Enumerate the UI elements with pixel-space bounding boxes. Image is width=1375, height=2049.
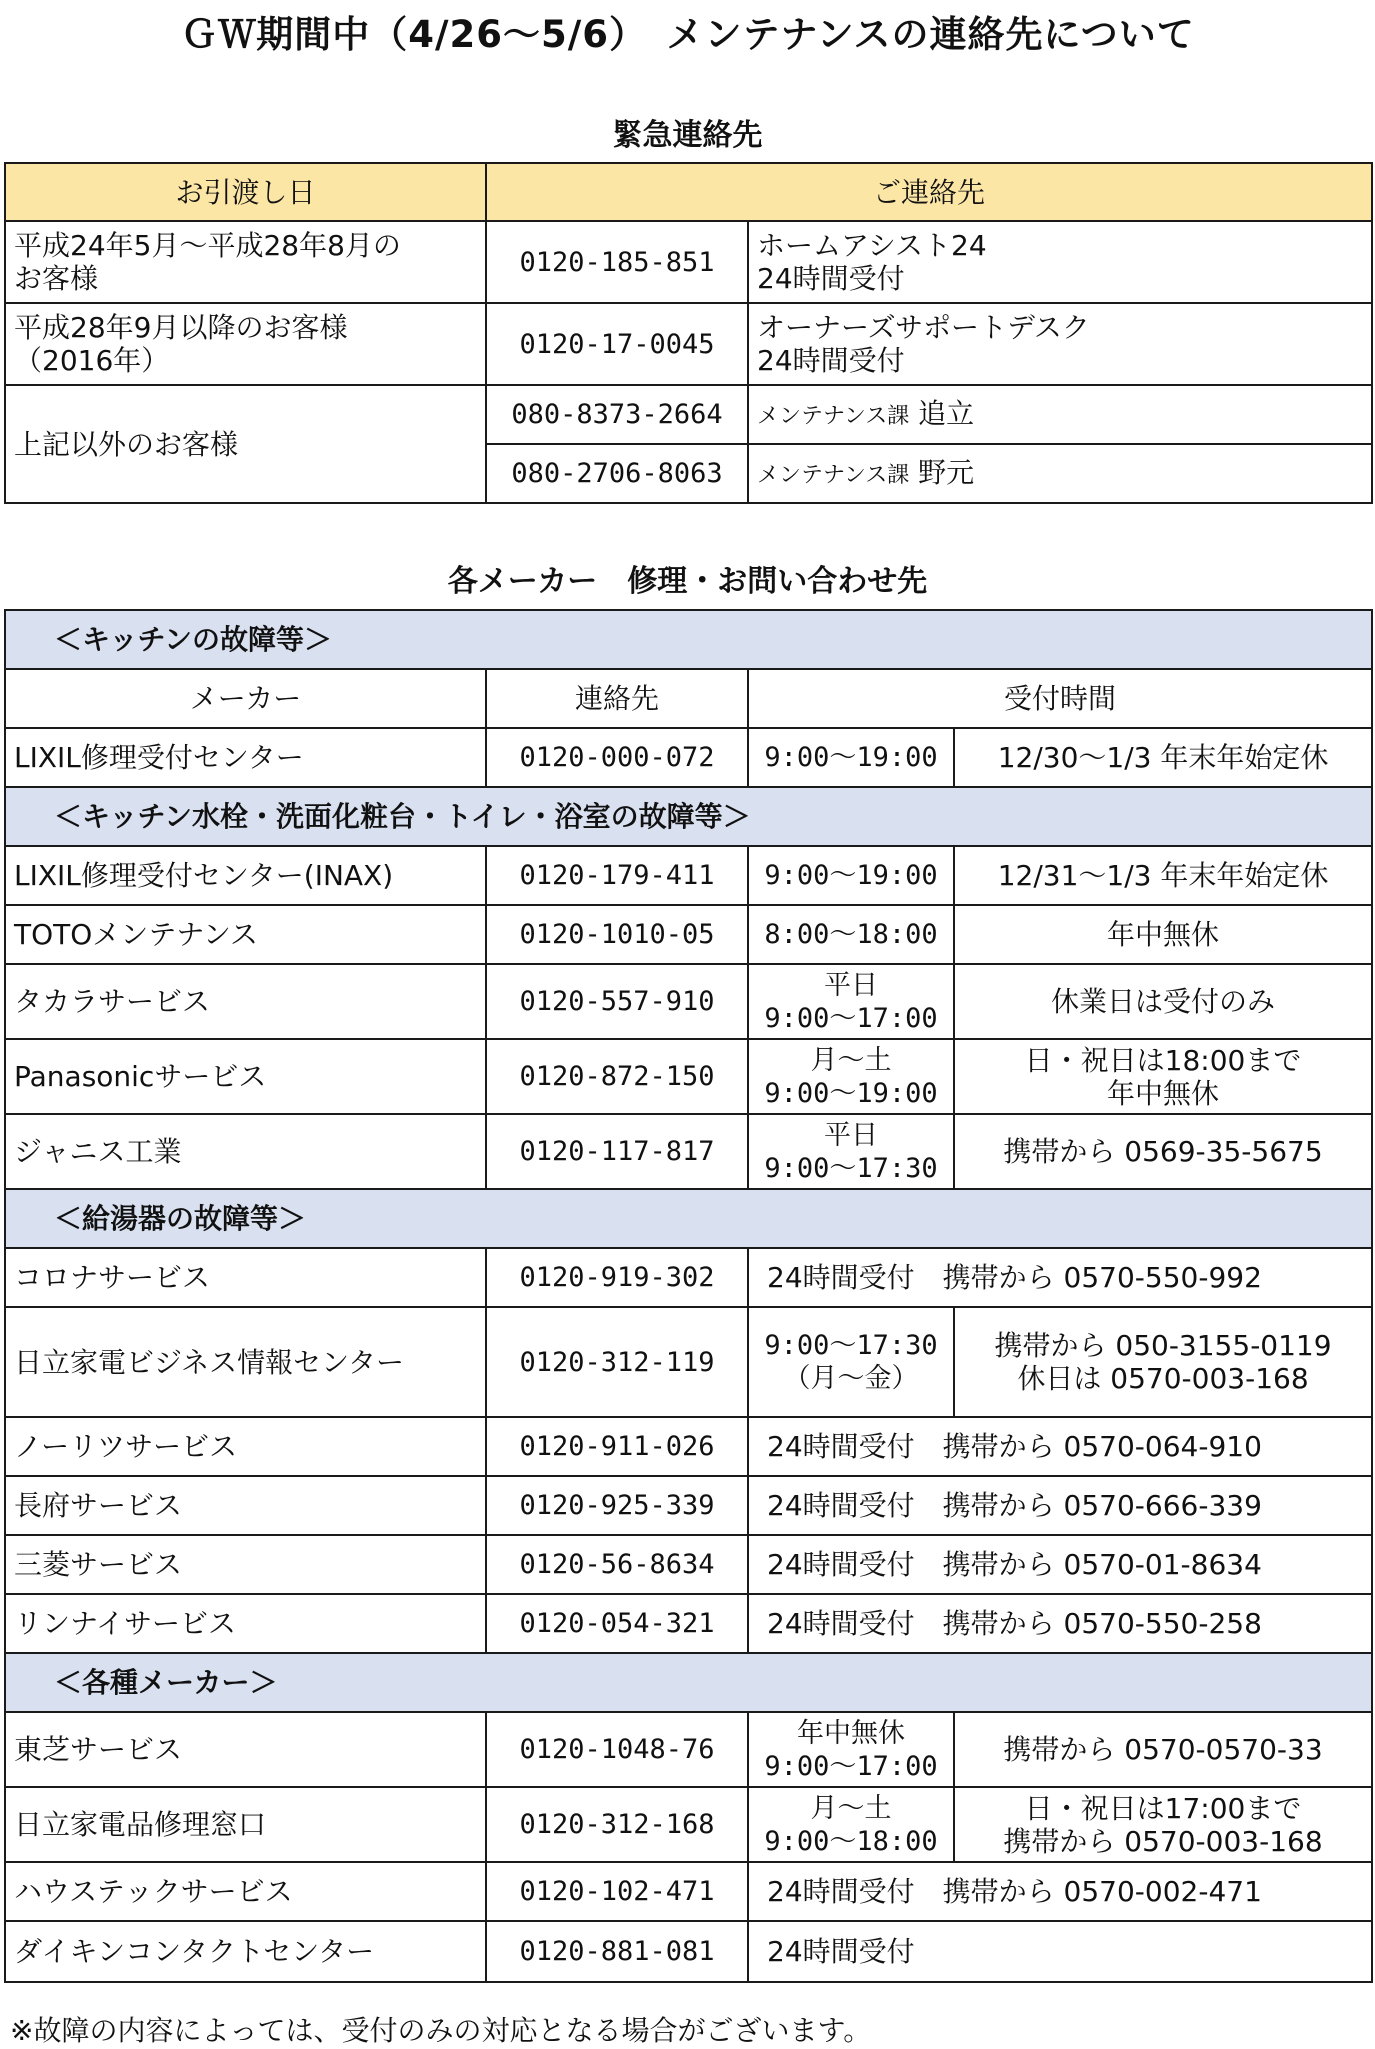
maker-note: 日・祝日は18:00まで 年中無休 <box>954 1039 1372 1114</box>
header-delivery-date: お引渡し日 <box>5 163 486 221</box>
maker-note: 携帯から 050-3155-0119 休日は 0570-003-168 <box>954 1307 1372 1417</box>
emergency-heading: 緊急連絡先 <box>612 118 763 153</box>
maker-hours: 8:00〜18:00 <box>748 905 954 964</box>
maker-note: 日・祝日は17:00まで 携帯から 0570-003-168 <box>954 1787 1372 1862</box>
maker-hours-note: 24時間受付 携帯から 0570-666-339 <box>748 1476 1372 1535</box>
maker-row <box>5 1476 1372 1535</box>
maker-note: 携帯から 0569-35-5675 <box>954 1114 1372 1189</box>
maker-row <box>5 1535 1372 1594</box>
emergency-row <box>5 385 1372 444</box>
maker-note: 12/31〜1/3 年末年始定休 <box>954 846 1372 905</box>
maker-row <box>5 728 1372 787</box>
maker-name: ハウステックサービス <box>5 1862 486 1921</box>
maker-name: TOTOメンテナンス <box>5 905 486 964</box>
staff-contact <box>748 444 1372 503</box>
phone-number: 0120-185-851 <box>486 221 748 303</box>
header-hours: 受付時間 <box>748 669 1372 728</box>
maker-phone: 0120-179-411 <box>486 846 748 905</box>
maker-name: 日立家電品修理窓口 <box>5 1787 486 1862</box>
maker-hours: 平日 9:00〜17:30 <box>748 1114 954 1189</box>
maker-hours: 9:00〜17:30 （月〜金） <box>748 1307 954 1417</box>
maker-row <box>5 1787 1372 1862</box>
maker-row <box>5 1921 1372 1982</box>
maker-phone: 0120-312-168 <box>486 1787 748 1862</box>
makers-header-row <box>5 669 1372 728</box>
category-title: ＜各種メーカー＞ <box>5 1653 1372 1712</box>
maker-phone: 0120-117-817 <box>486 1114 748 1189</box>
maker-hours: 年中無休 9:00〜17:00 <box>748 1712 954 1787</box>
maker-name: 三菱サービス <box>5 1535 486 1594</box>
staff-contact <box>748 385 1372 444</box>
category-title: ＜給湯器の故障等＞ <box>5 1189 1372 1248</box>
maker-hours: 月〜土 9:00〜19:00 <box>748 1039 954 1114</box>
maker-phone: 0120-881-081 <box>486 1921 748 1982</box>
maker-phone: 0120-1048-76 <box>486 1712 748 1787</box>
maker-name: ダイキンコンタクトセンター <box>5 1921 486 1982</box>
category-row <box>5 787 1372 846</box>
phone-number: 080-2706-8063 <box>486 444 748 503</box>
maker-hours: 9:00〜19:00 <box>748 728 954 787</box>
department: メンテナンス課 <box>757 403 910 429</box>
maker-row <box>5 1594 1372 1653</box>
contact-name: ホームアシスト24 24時間受付 <box>748 221 1372 303</box>
maker-row <box>5 846 1372 905</box>
maker-name: コロナサービス <box>5 1248 486 1307</box>
maker-hours: 9:00〜19:00 <box>748 846 954 905</box>
category-row <box>5 610 1372 669</box>
makers-table <box>4 609 1373 1983</box>
maker-hours: 月〜土 9:00〜18:00 <box>748 1787 954 1862</box>
maker-phone: 0120-1010-05 <box>486 905 748 964</box>
header-contact: ご連絡先 <box>486 163 1372 221</box>
maker-name: ノーリツサービス <box>5 1417 486 1476</box>
category-row <box>5 1653 1372 1712</box>
staff-name: 追立 <box>918 396 975 430</box>
maker-row <box>5 964 1372 1039</box>
contact-name: オーナーズサポートデスク 24時間受付 <box>748 303 1372 385</box>
maker-hours: 平日 9:00〜17:00 <box>748 964 954 1039</box>
makers-heading: 各メーカー 修理・お問い合わせ先 <box>447 564 928 599</box>
maker-name: 東芝サービス <box>5 1712 486 1787</box>
maker-name: リンナイサービス <box>5 1594 486 1653</box>
phone-number: 080-8373-2664 <box>486 385 748 444</box>
maker-name: 日立家電ビジネス情報センター <box>5 1307 486 1417</box>
department: メンテナンス課 <box>757 462 910 488</box>
maker-phone: 0120-312-119 <box>486 1307 748 1417</box>
maker-phone: 0120-054-321 <box>486 1594 748 1653</box>
maker-row <box>5 1307 1372 1417</box>
delivery-period: 平成28年9月以降のお客様 （2016年） <box>5 303 486 385</box>
maker-row <box>5 1114 1372 1189</box>
delivery-period: 上記以外のお客様 <box>5 385 486 503</box>
category-title: ＜キッチン水栓・洗面化粧台・トイレ・浴室の故障等＞ <box>5 787 1372 846</box>
maker-name: ジャニス工業 <box>5 1114 486 1189</box>
footnote: ※故障の内容によっては、受付のみの対応となる場合がございます。 <box>10 2014 872 2047</box>
maker-phone: 0120-557-910 <box>486 964 748 1039</box>
header-maker: メーカー <box>5 669 486 728</box>
emergency-header-row <box>5 163 1372 221</box>
maker-hours-note: 24時間受付 携帯から 0570-01-8634 <box>748 1535 1372 1594</box>
header-phone: 連絡先 <box>486 669 748 728</box>
page-title: ＧＷ期間中（4/26〜5/6） メンテナンスの連絡先について <box>180 13 1195 56</box>
maker-note: 12/30〜1/3 年末年始定休 <box>954 728 1372 787</box>
maker-note: 携帯から 0570-0570-33 <box>954 1712 1372 1787</box>
maker-name: LIXIL修理受付センター(INAX) <box>5 846 486 905</box>
maker-hours-note: 24時間受付 携帯から 0570-064-910 <box>748 1417 1372 1476</box>
staff-name: 野元 <box>918 455 975 489</box>
maker-row <box>5 905 1372 964</box>
maker-hours-note: 24時間受付 携帯から 0570-550-992 <box>748 1248 1372 1307</box>
maker-row <box>5 1712 1372 1787</box>
maker-phone: 0120-56-8634 <box>486 1535 748 1594</box>
category-title: ＜キッチンの故障等＞ <box>5 610 1372 669</box>
maker-row <box>5 1039 1372 1114</box>
phone-number: 0120-17-0045 <box>486 303 748 385</box>
emergency-row <box>5 221 1372 303</box>
delivery-period: 平成24年5月〜平成28年8月の お客様 <box>5 221 486 303</box>
maker-name: Panasonicサービス <box>5 1039 486 1114</box>
maker-phone: 0120-000-072 <box>486 728 748 787</box>
maker-phone: 0120-919-302 <box>486 1248 748 1307</box>
maker-row <box>5 1248 1372 1307</box>
maker-row <box>5 1862 1372 1921</box>
maker-name: タカラサービス <box>5 964 486 1039</box>
maker-name: 長府サービス <box>5 1476 486 1535</box>
maker-name: LIXIL修理受付センター <box>5 728 486 787</box>
category-row <box>5 1189 1372 1248</box>
emergency-row <box>5 303 1372 385</box>
maker-phone: 0120-872-150 <box>486 1039 748 1114</box>
maker-hours-note: 24時間受付 <box>748 1921 1372 1982</box>
maker-phone: 0120-925-339 <box>486 1476 748 1535</box>
maker-note: 年中無休 <box>954 905 1372 964</box>
emergency-table <box>4 162 1373 504</box>
maker-hours-note: 24時間受付 携帯から 0570-550-258 <box>748 1594 1372 1653</box>
maker-phone: 0120-102-471 <box>486 1862 748 1921</box>
maker-row <box>5 1417 1372 1476</box>
maker-phone: 0120-911-026 <box>486 1417 748 1476</box>
maker-note: 休業日は受付のみ <box>954 964 1372 1039</box>
maker-hours-note: 24時間受付 携帯から 0570-002-471 <box>748 1862 1372 1921</box>
